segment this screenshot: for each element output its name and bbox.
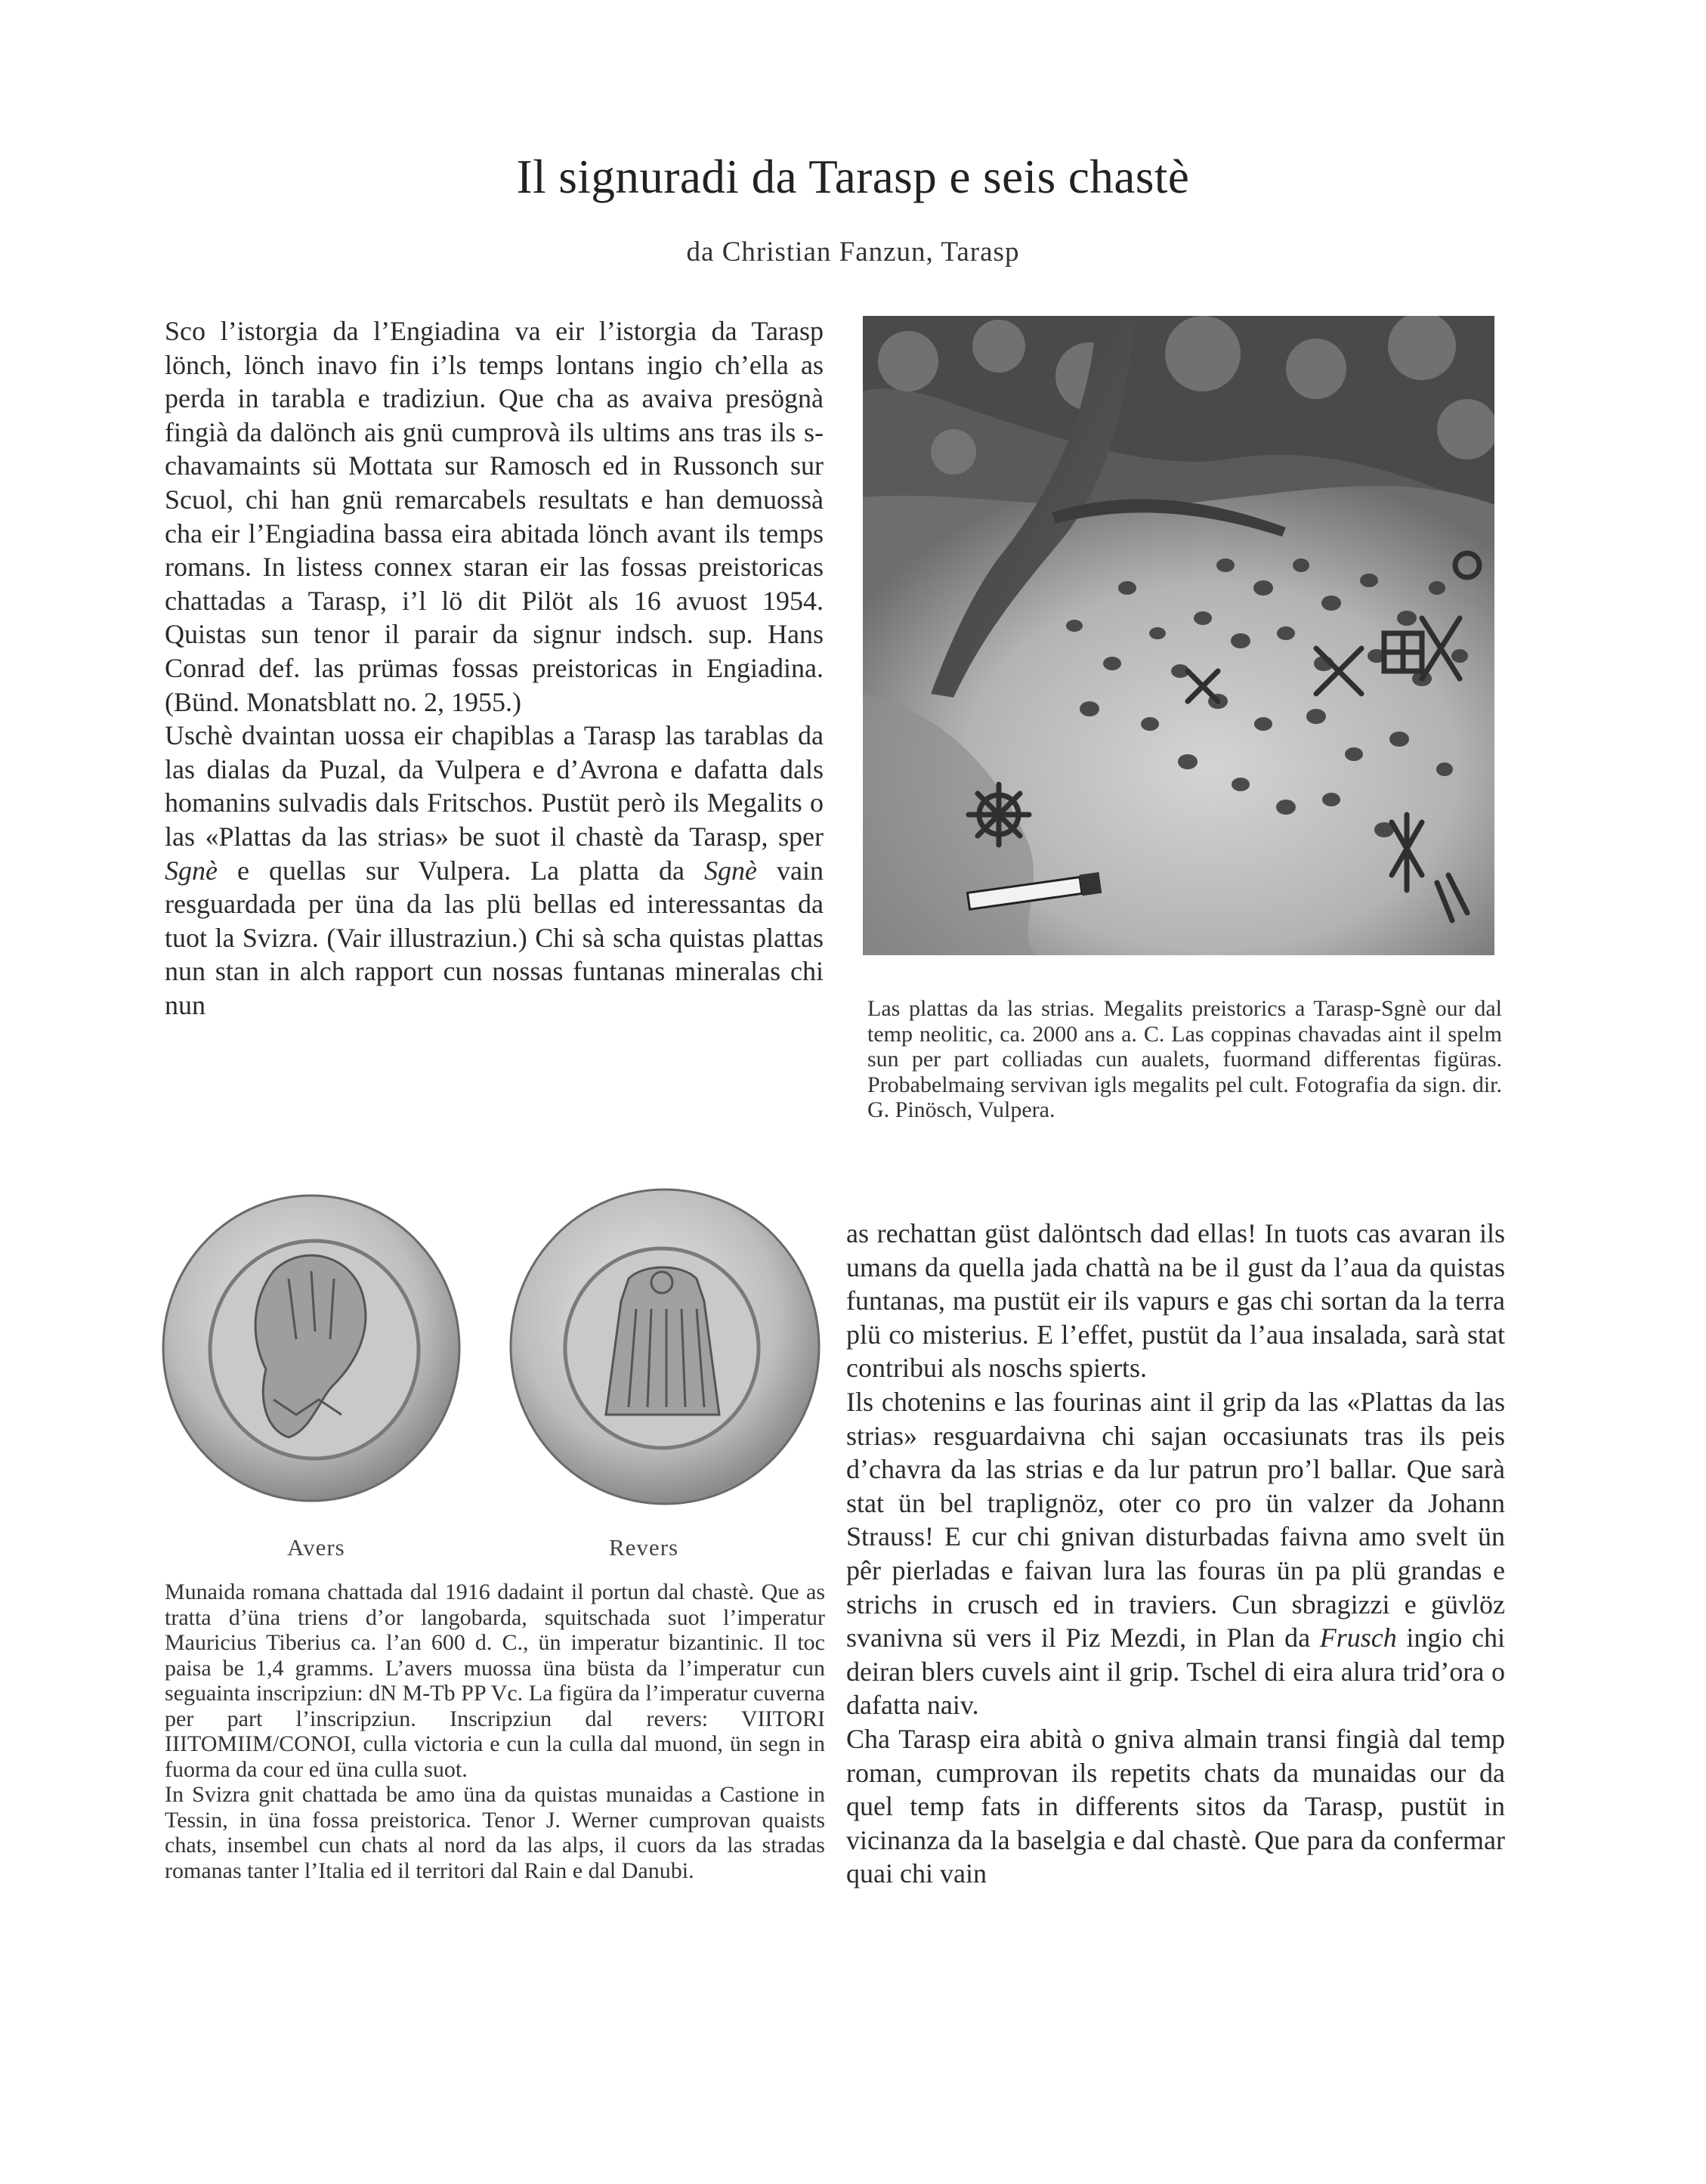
revers-label: Revers: [609, 1534, 679, 1561]
body-text: vain resguardada per üna da las plü bellas ed interessantas da tuot la Svizra. (Vair illustraziun.) Chi sà scha quistas plattas nun stan in alch rapport cun nossas funtanas mineralas chi nun: [165, 855, 824, 1020]
photo-caption: Las plattas da las strias. Megalits preistorics a Tarasp-Sgnè our dal temp neolitic, ca. 2000 ans a. C. Las coppinas chavadas aint il spelm sun per part colliadas cun aualets, fuormand differentas figüras. Probabelmaing servivan igls megalits pel cult. Fotografia da sign. dir. G. Pinösch, Vulpera.: [867, 996, 1502, 1122]
body-text: Uschè dvaintan uossa eir chapiblas a Tarasp las tarablas da las dialas da Puzal, da Vulpera e d’Avrona e dafatta dals homanins sulvadis dals Fritschos. Pustüt però ils Megalits o las «Plattas da las strias» be suot il chastè da Tarasp, sper: [165, 720, 824, 852]
megalith-photo: [863, 316, 1494, 955]
coin-caption: [165, 1579, 825, 1883]
italic-place-name: Sgnè: [165, 855, 218, 886]
text-column-right: [846, 1217, 1505, 1891]
coin-obverse: [163, 1196, 459, 1501]
body-text: e quellas sur Vulpera. La platta da: [217, 855, 705, 886]
body-paragraph: [846, 1385, 1505, 1722]
article-title: Il signuradi da Tarasp e seis chastè: [516, 150, 1190, 203]
italic-place-name: Sgnè: [704, 855, 758, 886]
article-byline: da Christian Fanzun, Tarasp: [686, 237, 1020, 268]
body-text: ingio chi deiran blers cuvels aint il grip. Tschel di eira alura trid’ora o dafatta naiv.: [846, 1623, 1505, 1721]
body-paragraph: [165, 719, 824, 1022]
coin-caption-paragraph: Munaida romana chattada dal 1916 dadaint il portun dal chastè. Que as tratta d’üna triens d’or langobarda, squitschada suot l’imperatur Mauricius Tiberius ca. l’an 600 d. C., ün imperatur bizantinic. Il toc paisa be 1,4 gramms. L’avers muossa üna büsta da l’imperatur cun seguainta inscripziun: dN M-Tb PP Vc. La figüra da l’imperatur cuverna per part l’inscripziun. Inscripziun dal revers: VIITORI IIITOMIIM/CONOI, culla victoria e cun la culla dal muond, ün segn in fuorma da cour ed üna culla suot.: [165, 1579, 825, 1782]
body-text: as rechattan güst dalöntsch dad ellas! In tuots cas avaran ils umans da quella jada chattà na be il gust da l’aua da quistas funtanas, ma pustüt eir ils vapurs e gas chi sortan da la terra plü co misterius. E l’effet, pustüt da l’aua insalada, sarà stat contribui als noschs spierts.: [846, 1218, 1505, 1384]
body-paragraph: [165, 314, 824, 719]
megalith-rock-image: [863, 316, 1494, 955]
body-paragraph: [846, 1722, 1505, 1891]
body-text: Ils chotenins e las fourinas aint il grip da las «Plattas da las strias» resguardaivna chi sajan occasiunats tras ils peis d’chavra da las strias e da lur patrun pro’l ballar. Que sarà stat ün bel traplignöz, oter co pro ün valzer da Johann Strauss! E cur chi gnivan disturbadas faivna amo svelt ün pêr pierladas e faivan lura las fouras ün pa plü grandas e strichs in crusch ed in traviers. Cun sbragizzi e güvlöz svanivna sü vers il Piz Mezdi, in Plan da: [846, 1386, 1505, 1653]
body-text: Sco l’istorgia da l’Engiadina va eir l’istorgia da Tarasp lönch, lönch inavo fin i’ls temps lontans ingio ch’ella as perda in tarabla e tradiziun. Que cha as avaiva presögnà fingià da dalönch ais gnü cumprovà ils ultims ans tras ils s-chavamaints sü Mottata sur Ramosch ed in Russonch sur Scuol, chi han gnü remarcabels resultats e han demuossà cha eir l’Engiadina bassa eira abitada lönch avant ils temps romans. In listess connex staran eir las fossas preistoricas chattadas a Tarasp, i’l lö dit Pilöt als 16 avuost 1954. Quistas sun tenor il parair da signur indsch. sup. Hans Conrad def. las prümas fossas preistoricas in Engiadina. (Bünd. Monatsblatt no. 2, 1955.): [165, 316, 824, 717]
coin-images: [160, 1188, 825, 1520]
body-text: Cha Tarasp eira abità o gniva almain transi fingià dal temp roman, cumprovan ils repetits chats da munaidas our da quel temp fats in differents sitos da Tarasp, pustüt in vicinanza da la baselgia e dal chastè. Que para da confermar quai chi vain: [846, 1723, 1505, 1889]
coin-reverse: [511, 1189, 819, 1504]
avers-label: Avers: [287, 1534, 345, 1561]
text-column-left: [165, 314, 824, 1022]
coin-caption-paragraph: In Svizra gnit chattada be amo üna da quistas munaidas a Castione in Tessin, in üna fossa preistorica. Tenor J. Werner cumprovan quaists chats, insembel cun chats al nord da las alps, il cuors da las stradas romanas tanter l’Italia ed il territori dal Rain e dal Danubi.: [165, 1782, 825, 1883]
body-paragraph: [846, 1217, 1505, 1385]
italic-place-name: Frusch: [1319, 1623, 1397, 1653]
